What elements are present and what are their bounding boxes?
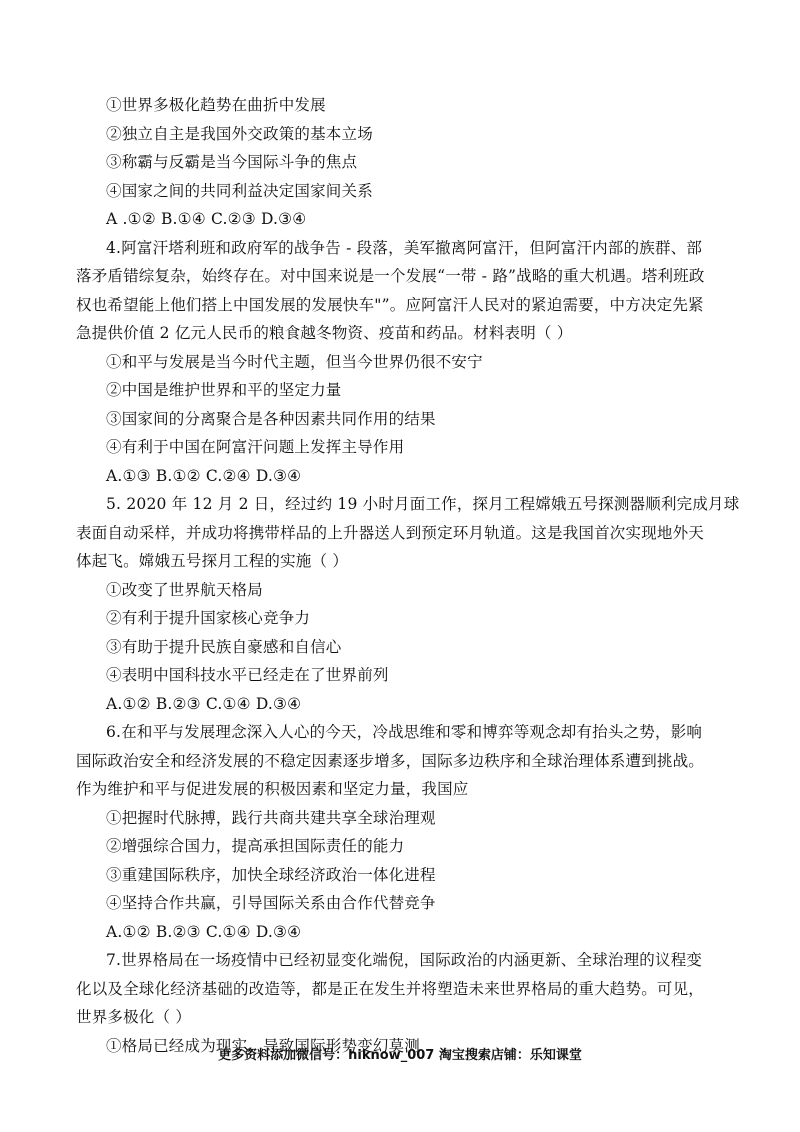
q6-option-1: ①把握时代脉搏，践行共商共建共享全球治理观	[106, 808, 436, 827]
q4-option-1: ①和平与发展是当今时代主题，但当今世界仍很不安宁	[106, 352, 483, 371]
q5-option-2: ②有利于提升国家核心竞争力	[106, 609, 311, 627]
q3-option-2: ②独立自主是我国外交政策的基本立场	[106, 124, 373, 143]
q3-option-4: ④国家之间的共同利益决定国家间关系	[106, 181, 373, 200]
q3-choices: A .①② B.①④ C.②③ D.③④	[106, 210, 307, 228]
q7-option-1: ①格局已经成为现实，导致国际形势变幻莫测	[106, 1036, 421, 1055]
q3-option-3: ③称霸与反霸是当今国际斗争的焦点	[106, 153, 358, 171]
q6-choices: A.①② B.②③ C.①④ D.③④	[106, 922, 302, 941]
q6-stem-line-2: 国际政治安全和经济发展的不稳定因素逐步增多，国际多边秩序和全球治理体系遭到挑战。	[76, 751, 705, 770]
q6-option-3: ③重建国际秩序，加快全球经济政治一体化进程	[106, 865, 436, 884]
q5-option-4: ④表明中国科技水平已经走在了世界前列	[106, 666, 389, 684]
q4-stem-line-4: 急提供价值 2 亿元人民币的粮食越冬物资、疫苗和药品。材料表明（ ）	[76, 324, 573, 342]
q4-stem-line-1: 4.阿富汗塔利班和政府军的战争告 - 段落，美军撤离阿富汗，但阿富汗内部的族群、部	[106, 238, 703, 257]
q5-stem-line-3: 体起飞。嫦娥五号探月工程的实施（ ）	[76, 552, 349, 570]
q5-choices: A.①② B.②③ C.①④ D.③④	[106, 694, 302, 713]
q3-option-1: ①世界多极化趋势在曲折中发展	[106, 96, 326, 114]
q5-option-3: ③有助于提升民族自豪感和自信心	[106, 637, 342, 656]
page-footer: 更多资料添加微信号：hiknow_007 淘宝搜索店铺：乐知课堂	[218, 1048, 582, 1063]
q6-stem-line-1: 6.在和平与发展理念深入人心的今天，冷战思维和零和博弈等观念却有抬头之势，影响	[106, 723, 703, 741]
q7-stem-line-1: 7.世界格局在一场疫情中已经初显变化端倪，国际政治的内涵更新、全球治理的议程变	[106, 951, 703, 969]
q6-option-4: ④坚持合作共赢，引导国际关系由合作代替竞争	[106, 894, 436, 912]
q4-option-4: ④有利于中国在阿富汗问题上发挥主导作用	[106, 438, 405, 456]
q7-stem-line-3: 世界多极化（ ）	[76, 1008, 192, 1026]
question-content	[76, 91, 740, 1060]
q4-stem-line-3: 权也希望能上他们搭上中国发展的发展快车"”。应阿富汗人民对的紧迫需要，中方决定先紧	[76, 295, 704, 314]
q4-option-3: ③国家间的分离聚合是各种因素共同作用的结果	[106, 409, 436, 428]
q5-stem-line-2: 表面自动采样，并成功将携带样品的上升器送人到预定环月轨道。这是我国首次实现地外天	[76, 523, 705, 542]
q6-stem-line-3: 作为维护和平与促进发展的积极因素和坚定力量，我国应	[76, 780, 469, 798]
q7-stem-line-2: 化以及全球化经济基础的改造等，都是正在发生并将塑造未来世界格局的重大趋势。可见，	[76, 979, 705, 998]
q4-option-2: ②中国是维护世界和平的坚定力量	[106, 381, 342, 399]
q5-option-1: ①改变了世界航天格局	[106, 580, 264, 599]
q6-option-2: ②增强综合国力，提高承担国际责任的能力	[106, 837, 405, 855]
q5-stem-line-1: 5. 2020 年 12 月 2 日，经过约 19 小时月面工作，探月工程嫦娥五号探测器顺利完成月球	[106, 495, 740, 513]
q4-choices: A.①③ B.①② C.②④ D.③④	[106, 466, 302, 485]
q4-stem-line-2: 落矛盾错综复杂，始终存在。对中国来说是一个发展“一带 - 路”战略的重大机遇。塔利班政	[76, 267, 705, 285]
